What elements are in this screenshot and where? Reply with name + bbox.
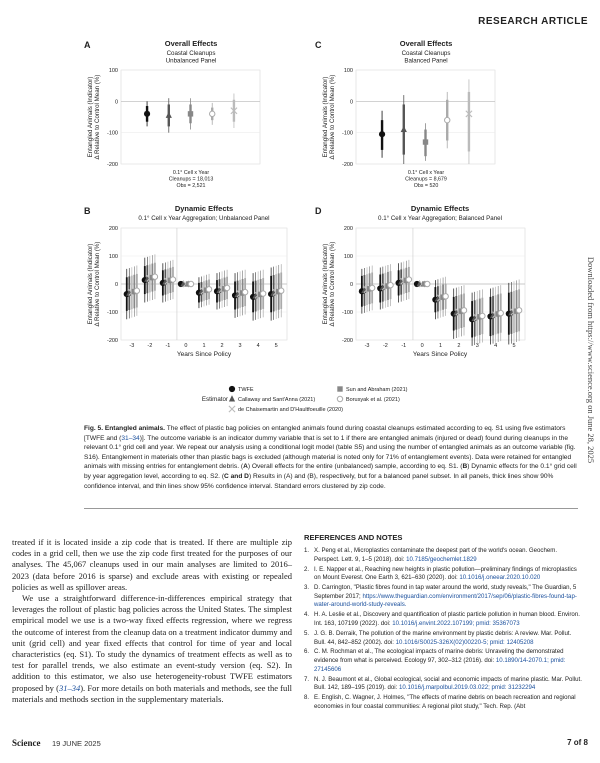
reference-text: X. Peng et al., Microplastics contaminate the deepest part of the world's ocean. Geochem. Perspect. Lett. 9, 1–5 (2018). doi: bbox=[314, 547, 558, 563]
marker-borusyak bbox=[170, 277, 175, 282]
x-tick-label: -3 bbox=[364, 343, 370, 349]
reference-number: 1. bbox=[304, 547, 310, 554]
y-tick-label: 100 bbox=[108, 254, 118, 260]
reference-number: 6. bbox=[304, 648, 310, 656]
y-axis-label-line: Entangled Animals (Indicator) bbox=[87, 243, 94, 325]
estimator-legend bbox=[202, 386, 408, 413]
marker-borusyak bbox=[445, 117, 450, 122]
y-axis-label bbox=[322, 75, 336, 160]
sample-note: Obs = 2,521 bbox=[176, 182, 206, 189]
y-tick-label: 100 bbox=[343, 254, 353, 260]
x-tick-label: 4 bbox=[256, 343, 260, 349]
reference-text: I. E. Napper et al., Reaching new heights in plastic pollution—preliminary findings of microplastics on Mount Everest. One Earth 3, 621–630 (2020). doi: bbox=[314, 565, 577, 582]
panel-subtitle bbox=[138, 215, 269, 222]
y-axis-label bbox=[87, 75, 101, 160]
reference-text: N. J. Beaumont et al., Global ecological, social and economic impacts of marine plastic. Mar. Pollut. Bull. 142, 189–195 (2019). doi: bbox=[314, 675, 582, 692]
x-tick-label: 1 bbox=[202, 343, 206, 349]
marker-borusyak bbox=[443, 294, 448, 299]
reference-text: E. English, C. Wagner, J. Holmes, "The effects of marine debris on beach recreation and regional economies in four coastal communities: A regional pilot study," Tech. Rep. (Abt bbox=[314, 694, 576, 710]
marker-borusyak bbox=[134, 288, 139, 293]
panel-subtitle bbox=[378, 215, 502, 222]
reference-number: 5. bbox=[304, 629, 310, 637]
legend-label: TWFE bbox=[238, 387, 254, 393]
y-axis-label-line: Entangled Animals (Indicator) bbox=[322, 243, 329, 325]
reference-doi-link[interactable]: 10.1016/j.oneear.2020.10.020 bbox=[459, 574, 541, 582]
issue-date: 19 JUNE 2025 bbox=[52, 739, 101, 748]
legend-item bbox=[337, 386, 407, 393]
y-axis-label-line: Δ Relative to Control Mean (%) bbox=[329, 241, 336, 327]
panel-d-dynamic-effects bbox=[315, 204, 525, 358]
subtitle-line: Coastal Cleanups bbox=[401, 50, 451, 57]
y-tick-label: -100 bbox=[341, 130, 353, 137]
legend-label: Callaway and Sant'Anna (2021) bbox=[238, 397, 316, 403]
y-axis-label bbox=[322, 242, 336, 327]
marker-borusyak bbox=[188, 281, 193, 286]
y-axis-label-line: Δ Relative to Control Mean (%) bbox=[94, 241, 101, 327]
marker-borusyak bbox=[388, 282, 393, 287]
marker-borusyak bbox=[337, 396, 342, 401]
x-tick-label: 4 bbox=[494, 343, 498, 349]
reference-item bbox=[304, 547, 584, 564]
legend-title: Estimator bbox=[201, 396, 228, 403]
x-tick-label: -2 bbox=[147, 343, 153, 349]
references bbox=[304, 533, 584, 713]
marker-twfe bbox=[229, 386, 235, 392]
marker-borusyak bbox=[224, 285, 229, 290]
legend-item bbox=[229, 386, 254, 393]
legend-item bbox=[229, 395, 315, 403]
panel-title: Overall Effects bbox=[399, 39, 453, 48]
reference-item bbox=[304, 630, 584, 647]
caption-rule bbox=[84, 508, 578, 509]
y-tick-label: 0 bbox=[114, 99, 118, 106]
body-text bbox=[12, 537, 292, 705]
x-tick-label: 3 bbox=[475, 343, 479, 349]
x-tick-label: 0 bbox=[184, 343, 188, 349]
subtitle-line: Coastal Cleanups bbox=[166, 50, 216, 57]
marker-twfe bbox=[144, 111, 150, 117]
sample-note: 0.1° Cell x Year bbox=[407, 170, 445, 176]
reference-doi-link[interactable]: 10.1016/S0025-326X(02)00220-5; pmid: 12405208 bbox=[395, 638, 534, 646]
y-tick-label: 0 bbox=[349, 99, 353, 106]
page-number: 7 of 8 bbox=[567, 738, 588, 747]
sample-note: Cleanups = 8,679 bbox=[405, 176, 447, 183]
paragraph: treated if it is located inside a zip code that is treated. If there are multiple zip codes in a grid cell, then we use the zip code first treated for the purposes of our analyses. The 45,067 cleanups used in our main analyses are limited to 2016–2023 (data before 2016 is sparse) and exclude areas with existing or repealed policies as well as spillover areas. bbox=[12, 537, 292, 592]
journal-name: Science bbox=[12, 738, 41, 748]
y-tick-label: -100 bbox=[106, 310, 118, 316]
panel-a-overall-effects bbox=[84, 39, 260, 189]
panel-letter: B bbox=[84, 206, 91, 216]
panel-b-dynamic-effects bbox=[84, 204, 287, 358]
reference-item bbox=[304, 584, 584, 610]
x-tick-label: 5 bbox=[274, 343, 278, 349]
marker-sun-abraham bbox=[188, 111, 193, 116]
reference-doi-link[interactable]: 10.1890/14-2070.1; pmid: 27145606 bbox=[314, 657, 566, 673]
x-tick-label: -3 bbox=[129, 343, 135, 349]
marker-borusyak bbox=[498, 310, 503, 315]
citation-link[interactable]: 31–34 bbox=[58, 682, 81, 693]
marker-borusyak bbox=[425, 281, 430, 286]
panel-title: Dynamic Effects bbox=[410, 204, 470, 213]
marker-borusyak bbox=[206, 287, 211, 292]
figure-caption: Fig. 5. Entangled animals. The effect of plastic bag policies on entangled animals found during coastal cleanups estimated according to eq. S1 using five estimators [TWFE and (31–34)]. The outcome variable is an indicator dummy variable that is set to 1 if there are entangled animals (injured or dead) found during cleanups in the relevant 0.1° grid cell and year. We repeat our analysis using a conditional logit model (table S5) and using the number of entangled animals as an outcome variable (fig. S16). Entanglement in materials other than plastic bags is excluded (although material is noted only for 71% of entanglement events). Data were retained for entangled animals with missing entries for entanglement debris. (A) Overall effects for the entire (unbalanced) sample, according to eq. S1. (B) Dynamic effects for the 0.1° grid cell by year aggregation level, according to eq. S2. (C and D) Results in (A) and (B), respectively, but for a balanced panel subset. In all panels, thick lines show 90% confidence interval, and thin lines show 95% confidence interval. Standard errors clustered by zip code. bbox=[84, 425, 577, 490]
panel-letter: C bbox=[315, 40, 322, 50]
section-header: RESEARCH ARTICLE bbox=[478, 16, 588, 27]
marker-borusyak bbox=[242, 289, 247, 294]
x-tick-label: 1 bbox=[438, 343, 443, 349]
panel-title: Dynamic Effects bbox=[174, 204, 234, 213]
y-tick-label: -100 bbox=[106, 130, 118, 137]
legend-item bbox=[229, 406, 343, 413]
reference-number: 4. bbox=[304, 611, 310, 619]
reference-list bbox=[304, 547, 584, 711]
reference-text: J. G. B. Derraik, The pollution of the marine environment by plastic debris: A review. Mar. Pollut. Bull. 44, 842–852 (2002). doi: bbox=[314, 629, 572, 646]
marker-borusyak bbox=[480, 313, 485, 318]
reference-item bbox=[304, 566, 584, 583]
panel-subtitle bbox=[166, 50, 217, 65]
reference-text: D. Carrington, "Plastic fibres found in tap water around the world, study reveals," The Guardian, 5 September 2017; bbox=[314, 584, 577, 600]
marker-borusyak bbox=[210, 111, 215, 116]
x-tick-label: 2 bbox=[457, 343, 461, 349]
panel-c-overall-effects bbox=[315, 39, 495, 189]
reference-number: 8. bbox=[304, 694, 310, 702]
marker-sun-abraham bbox=[337, 386, 342, 391]
reference-doi-link[interactable]: https://www.theguardian.com/environment/2017/sep/06/plastic-fibres-found-tap-water-around-world-study-reveals. bbox=[314, 592, 577, 609]
download-watermark: Downloaded from https://www.science.org on June 28, 2025 bbox=[586, 256, 596, 464]
marker-callaway bbox=[229, 395, 235, 401]
reference-doi-link[interactable]: 10.1016/j.marpolbul.2019.03.022; pmid: 31232294 bbox=[399, 684, 536, 692]
reference-number: 3. bbox=[304, 584, 310, 592]
page-footer bbox=[12, 738, 588, 752]
y-axis-label bbox=[87, 242, 101, 327]
y-tick-label: -200 bbox=[106, 338, 118, 344]
reference-doi-link[interactable]: 10.7185/geochemlet.1829 bbox=[406, 555, 477, 563]
reference-item bbox=[304, 676, 584, 693]
references-title: REFERENCES AND NOTES bbox=[304, 533, 403, 542]
marker-borusyak bbox=[152, 274, 157, 279]
reference-text: H. A. Leslie et al., Discovery and quantification of plastic particle pollution in human blood. Environ. Int. 163, 107199 (2022). doi: bbox=[314, 611, 580, 627]
legend-label: Borusyak et al. (2021) bbox=[346, 397, 400, 403]
panel-letter: D bbox=[315, 206, 322, 216]
y-axis-label-line: Entangled Animals (Indicator) bbox=[322, 76, 329, 158]
x-tick-label: -1 bbox=[401, 343, 407, 349]
x-tick-label: 3 bbox=[238, 343, 242, 349]
x-axis-label: Years Since Policy bbox=[176, 351, 232, 358]
y-tick-label: 100 bbox=[108, 68, 118, 74]
y-tick-label: -100 bbox=[341, 310, 353, 316]
x-axis-label: Years Since Policy bbox=[412, 351, 468, 358]
y-tick-label: 0 bbox=[114, 282, 118, 288]
y-axis-label-line: Δ Relative to Control Mean (%) bbox=[94, 74, 101, 160]
marker-twfe bbox=[379, 131, 385, 137]
reference-item bbox=[304, 648, 584, 674]
marker-borusyak bbox=[406, 277, 411, 282]
sample-note: Cleanups = 18,013 bbox=[168, 176, 214, 183]
subtitle-line: 0.1° Cell x Year Aggregation; Unbalanced Panel bbox=[138, 215, 270, 222]
subtitle-line: Unbalanced Panel bbox=[165, 57, 217, 65]
x-tick-label: 0 bbox=[420, 343, 424, 349]
y-tick-label: 100 bbox=[343, 68, 353, 74]
legend-label: de Chaisemartin and D'Haultfoeuille (2020) bbox=[238, 407, 343, 413]
panel-title: Overall Effects bbox=[164, 39, 218, 48]
x-tick-label: 5 bbox=[512, 343, 516, 349]
sample-note: Obs = 520 bbox=[413, 182, 439, 189]
y-tick-label: 200 bbox=[108, 226, 118, 232]
sample-note: 0.1° Cell x Year bbox=[172, 170, 210, 176]
y-axis-label-line: Δ Relative to Control Mean (%) bbox=[329, 74, 336, 160]
marker-borusyak bbox=[279, 288, 284, 293]
reference-item bbox=[304, 694, 584, 711]
panel-letter: A bbox=[84, 40, 91, 50]
x-tick-label: 2 bbox=[220, 343, 224, 349]
y-tick-label: -200 bbox=[106, 162, 118, 168]
reference-number: 7. bbox=[304, 675, 310, 683]
reference-text: C. M. Rochman et al., The ecological impacts of marine debris: Unraveling the demonstrated evidence from what is perceived. Ecology 97, 302–312 (2016). doi: bbox=[314, 648, 564, 665]
marker-sun-abraham bbox=[423, 139, 428, 144]
legend-label: Sun and Abraham (2021) bbox=[346, 387, 408, 393]
marker-borusyak bbox=[461, 308, 466, 313]
y-tick-label: -200 bbox=[341, 162, 353, 168]
legend-item bbox=[337, 396, 400, 403]
x-tick-label: -2 bbox=[382, 343, 388, 349]
subtitle-line: Balanced Panel bbox=[404, 57, 448, 65]
panel-subtitle bbox=[402, 50, 451, 65]
paragraph: We use a straightforward difference-in-differences empirical strategy that leverages the rollout of plastic bag policies across the United States. The simplest empirical model we use is a two-way fixed effects regression, where we regress the outcome of interest from the cleanup data on a treatment indicator dummy and unit (grid cell) and year fixed effects that control for time of year and local characteristics (eq. S1). To study the dynamics of treatment effects as well as to test for parallel trends, we also estimate an event-study version (eq. S2). In addition to this estimator, we also use heterogeneity-robust TWFE estimators proposed by (31–34). For more details on both materials and methods, see the full materials and methods section in the supplementary materials. bbox=[12, 593, 292, 704]
y-axis-label-line: Entangled Animals (Indicator) bbox=[87, 76, 94, 158]
subtitle-line: 0.1° Cell x Year Aggregation; Balanced Panel bbox=[378, 215, 502, 222]
y-tick-label: -200 bbox=[341, 338, 353, 344]
marker-borusyak bbox=[516, 308, 521, 313]
marker-borusyak bbox=[260, 291, 265, 296]
y-tick-label: 200 bbox=[343, 226, 353, 232]
reference-item bbox=[304, 611, 584, 628]
y-tick-label: 0 bbox=[349, 282, 353, 288]
x-tick-label: -1 bbox=[165, 343, 171, 349]
marker-borusyak bbox=[369, 285, 374, 290]
reference-doi-link[interactable]: 10.1016/j.envint.2022.107199; pmid: 35367073 bbox=[392, 619, 520, 627]
reference-number: 2. bbox=[304, 565, 310, 573]
